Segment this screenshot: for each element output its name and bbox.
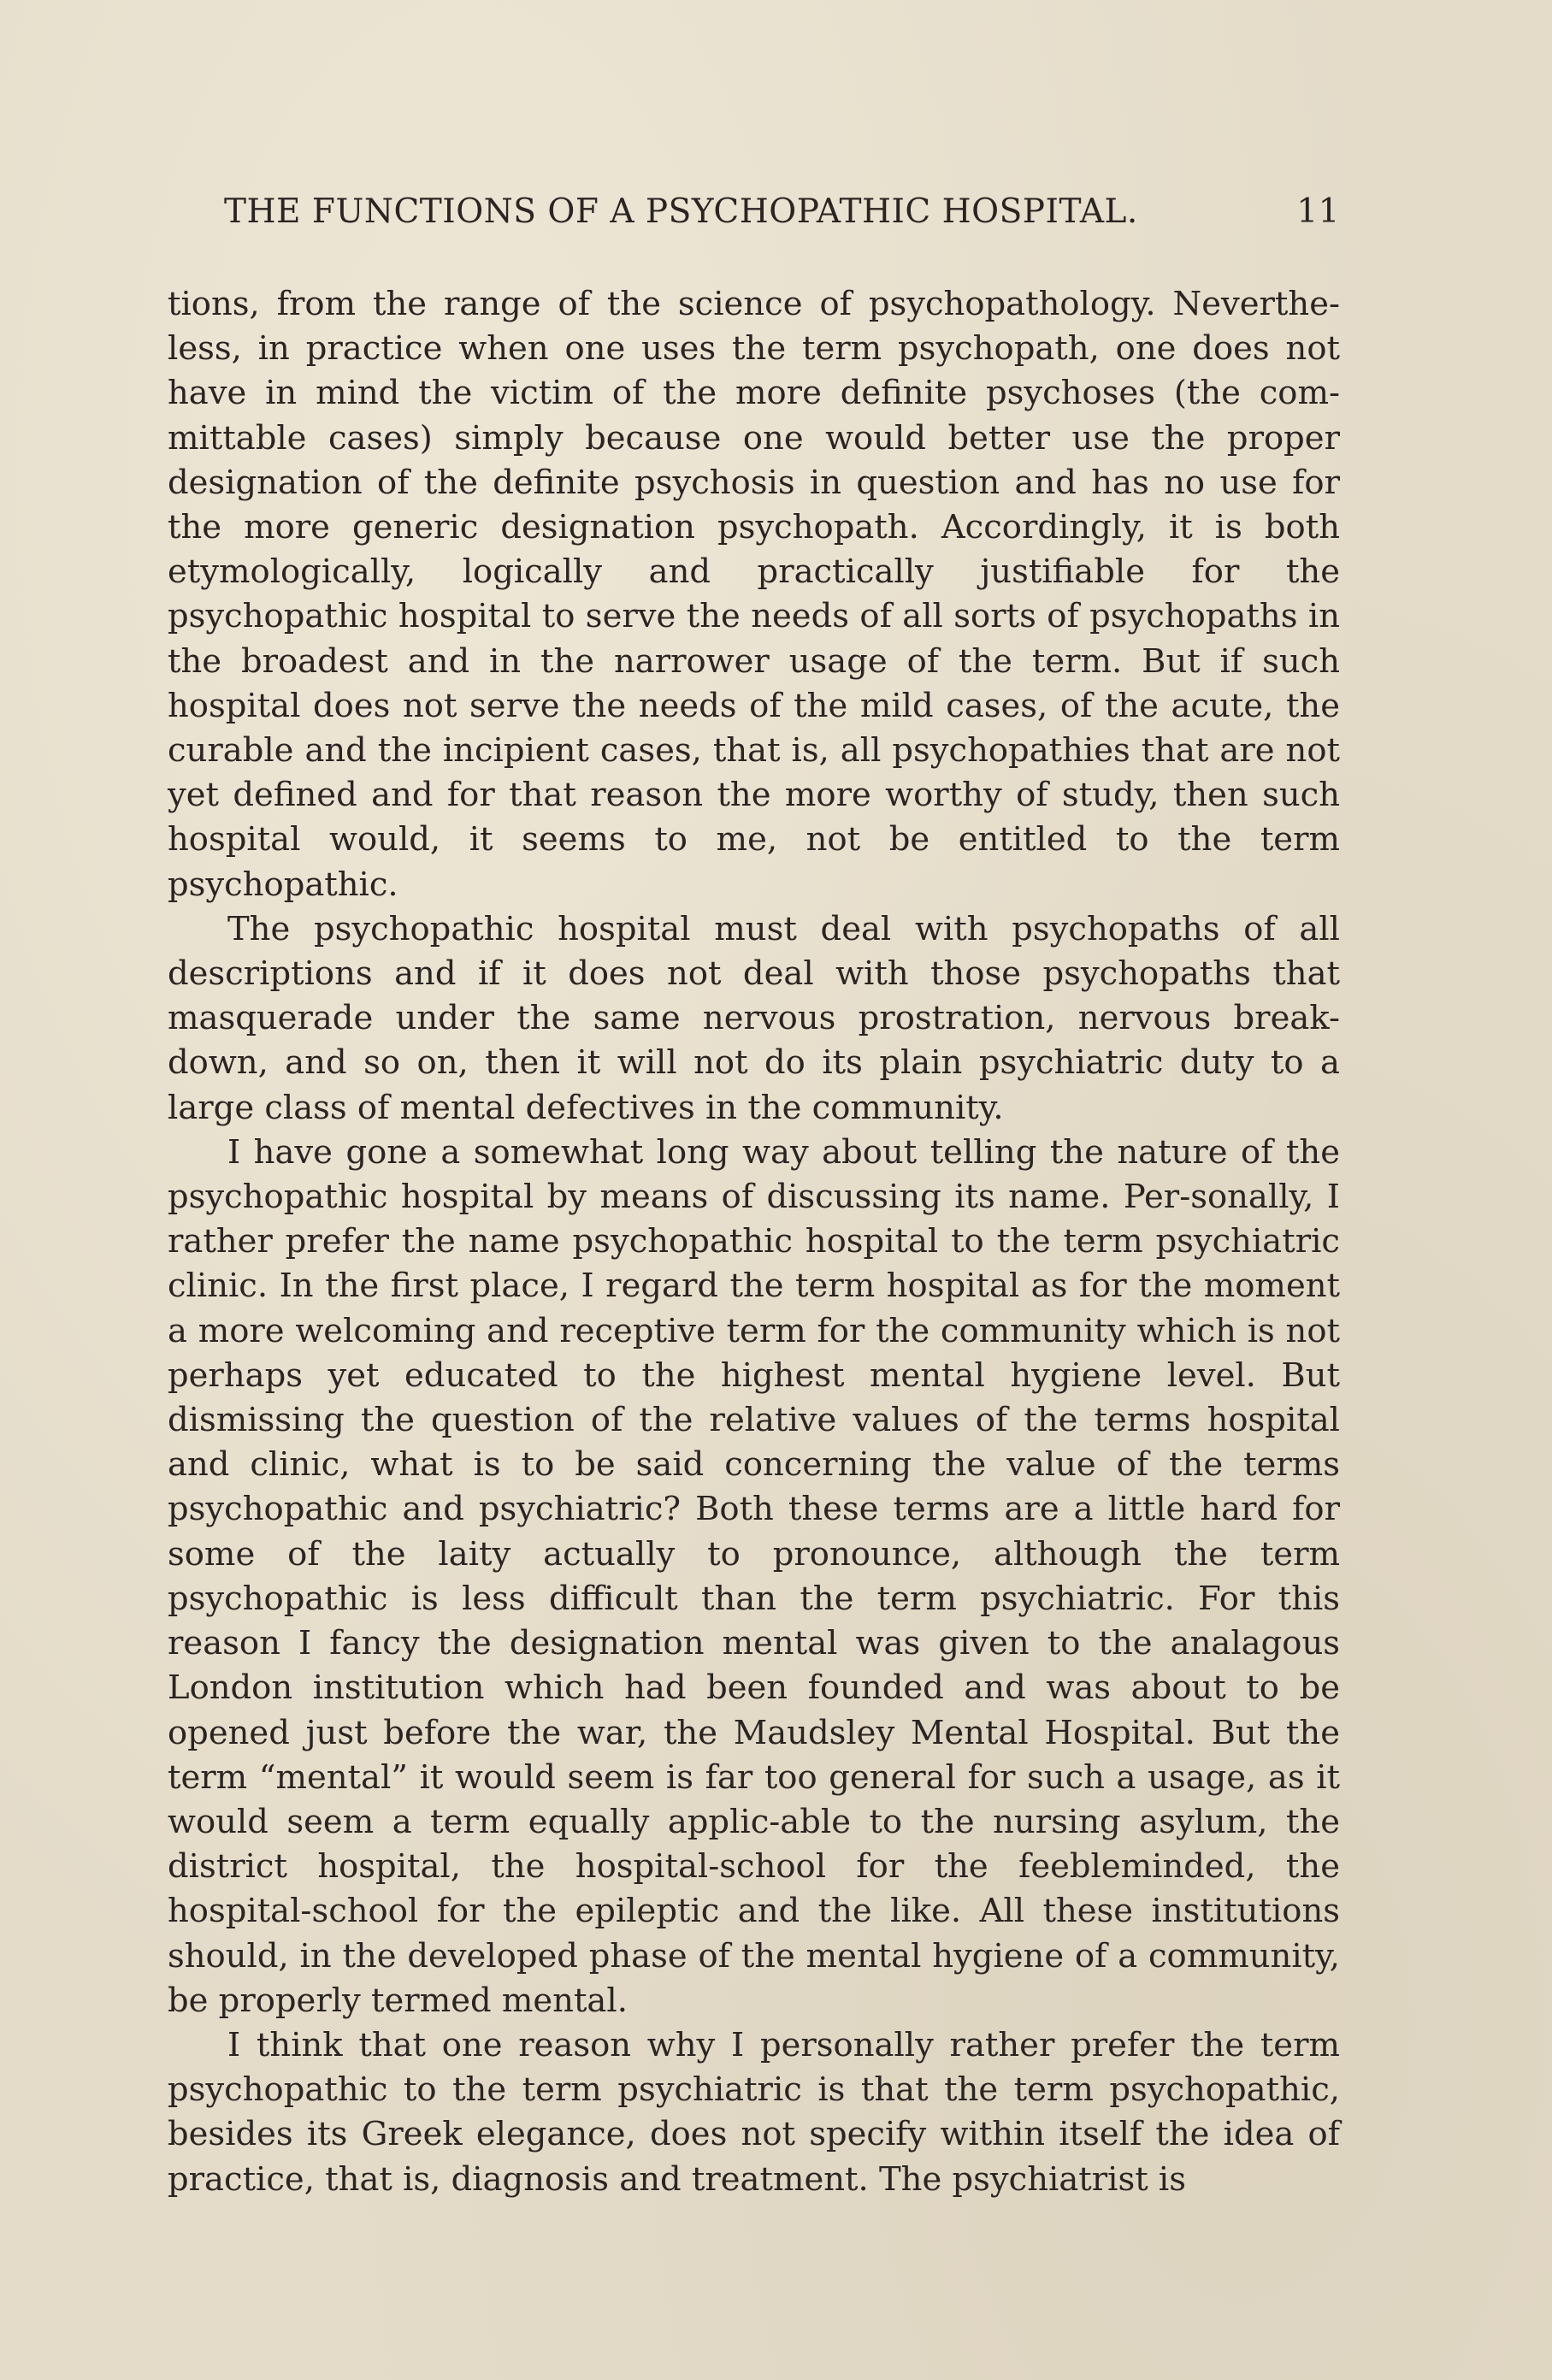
- paragraph-3: I have gone a somewhat long way about telling the nature of the psychopathic hospital by means of discussing its name. Per-sonally, I rather prefer the name psychopathic hospital to the term psychiatric clinic. In the first place, I regard the term hospital as for the moment a more welcoming and receptive term for the community which is not perhaps yet educated to the highest mental hygiene level. But dismissing the question of the relative values of the terms hospital and clinic, what is to be said concerning the value of the terms psychopathic and psychiatric? Both these terms are a little hard for some of the laity actually to pronounce, although the term psychopathic is less difficult than the term psychiatric. For this reason I fancy the designation mental was given to the analagous London institution which had been founded and was about to be opened just before the war, the Maudsley Mental Hospital. But the term “mental” it would seem is far too general for such a usage, as it would seem a term equally applic-able to the nursing asylum, the district hospital, the hospital-school for the feebleminded, the hospital-school for the epileptic and the like. All these institutions should, in the developed phase of the mental hygiene of a community, be properly termed mental.: [168, 1132, 1340, 2020]
- body-text: [168, 282, 1340, 2202]
- running-title: THE FUNCTIONS OF A PSYCHOPATHIC HOSPITAL.: [224, 192, 1138, 231]
- paragraph-2: The psychopathic hospital must deal with psychopaths of all descriptions and if it does not deal with those psychopaths that masquerade under the same nervous prostration, nervous break-down, and so on, then it will not do its plain psychiatric duty to a large class of mental defectives in the community.: [168, 909, 1340, 1127]
- running-head: [224, 186, 1340, 238]
- paragraph-1: tions, from the range of the science of psychopathology. Neverthe-less, in practice when one uses the term psychopath, one does not have in mind the victim of the more definite psychoses (the com-mittable cases) simply because one would better use the proper designation of the definite psychosis in question and has no use for the more generic designation psychopath. Accordingly, it is both etymologically, logically and practically justifiable for the psychopathic hospital to serve the needs of all sorts of psychopaths in the broadest and in the narrower usage of the term. But if such hospital does not serve the needs of the mild cases, of the acute, the curable and the incipient cases, that is, all psychopathies that are not yet defined and for that reason the more worthy of study, then such hospital would, it seems to me, not be entitled to the term psychopathic.: [168, 285, 1340, 904]
- page-number: 11: [1296, 192, 1340, 231]
- paragraph-4: I think that one reason why I personally rather prefer the term psychopathic to the term psychiatric is that the term psychopathic, besides its Greek elegance, does not specify within itself the idea of practice, that is, diagnosis and treatment. The psychiatrist is: [168, 2025, 1340, 2199]
- book-page: [168, 186, 1340, 2202]
